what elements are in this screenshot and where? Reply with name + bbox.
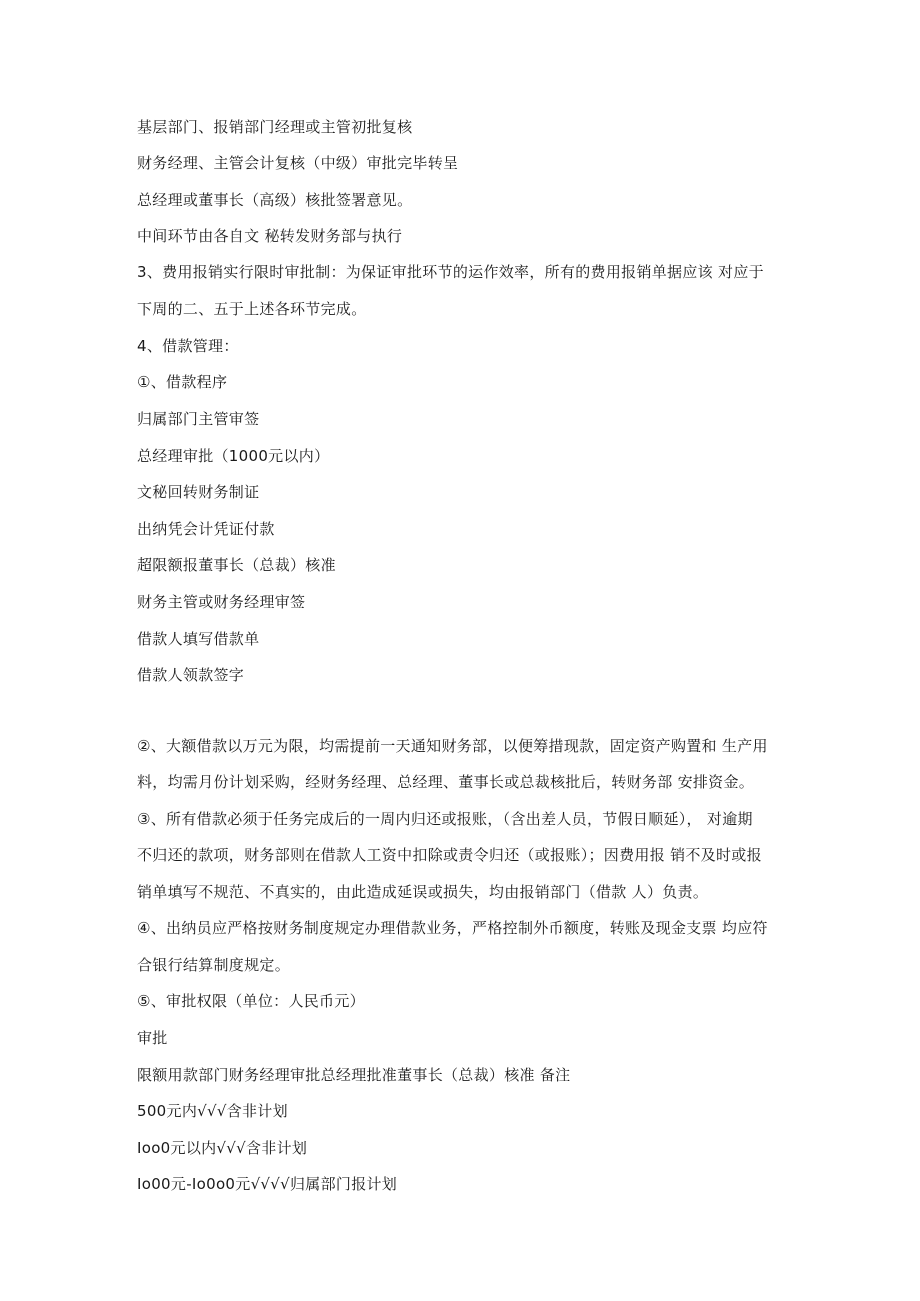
text-line-21: 销单填写不规范、不真实的，由此造成延误或损失，均由报销部门（借款 人）负责。 [137,883,709,901]
text-line-1: 基层部门、报销部门经理或主管初批复核 [137,118,413,136]
text-line-27: 500元内√√√含非计划 [137,1102,288,1120]
text-line-15: 借款人填写借款单 [137,630,260,648]
text-line-20: 不归还的款项，财务部则在借款人工资中扣除或责令归还（或报账）；因费用报 销不及时或报 [137,846,762,864]
text-line-26: 限额用款部门财务经理审批总经理批准董事长（总裁）核准 备注 [137,1066,571,1084]
text-line-12: 出纳凭会计凭证付款 [137,520,275,538]
text-line-14: 财务主管或财务经理审签 [137,593,306,611]
text-line-3: 总经理或董事长（高级）核批签署意见。 [137,191,413,209]
text-line-28: Ioo0元以内√√√含非计划 [137,1139,308,1157]
text-line-5: 3、费用报销实行限时审批制：为保证审批环节的运作效率，所有的费用报销单据应该 对应于 [137,263,764,281]
text-line-25: 审批 [137,1029,168,1047]
text-line-6: 下周的二、五于上述各环节完成。 [137,300,367,318]
text-line-17: ②、大额借款以万元为限，均需提前一天通知财务部，以便筹措现款，固定资产购置和 生产用 [137,737,768,755]
text-line-16: 借款人领款签字 [137,666,245,684]
text-line-2: 财务经理、主管会计复核（中级）审批完毕转呈 [137,154,459,172]
text-line-8: ①、借款程序 [137,373,228,391]
text-line-18: 料，均需月份计划采购，经财务经理、总经理、董事长或总裁核批后，转财务部 安排资金。 [137,773,755,791]
text-line-24: ⑤、审批权限（单位：人民币元） [137,992,365,1010]
text-line-13: 超限额报董事长（总裁）核准 [137,556,336,574]
text-line-11: 文秘回转财务制证 [137,483,260,501]
text-line-9: 归属部门主管审签 [137,410,260,428]
text-line-19: ③、所有借款必须于任务完成后的一周内归还或报账，（含出差人员，节假日顺延）， 对逾期 [137,810,753,828]
text-line-22: ④、出纳员应严格按财务制度规定办理借款业务，严格控制外币额度，转账及现金支票 均应符 [137,919,768,937]
text-line-23: 合银行结算制度规定。 [137,956,291,974]
text-line-10: 总经理审批（1000元以内） [137,447,330,465]
text-line-29: Io00元-Io0o0元√√√√归属部门报计划 [137,1175,398,1193]
text-line-4: 中间环节由各自文 秘转发财务部与执行 [137,227,403,245]
text-line-7: 4、借款管理： [137,337,239,355]
